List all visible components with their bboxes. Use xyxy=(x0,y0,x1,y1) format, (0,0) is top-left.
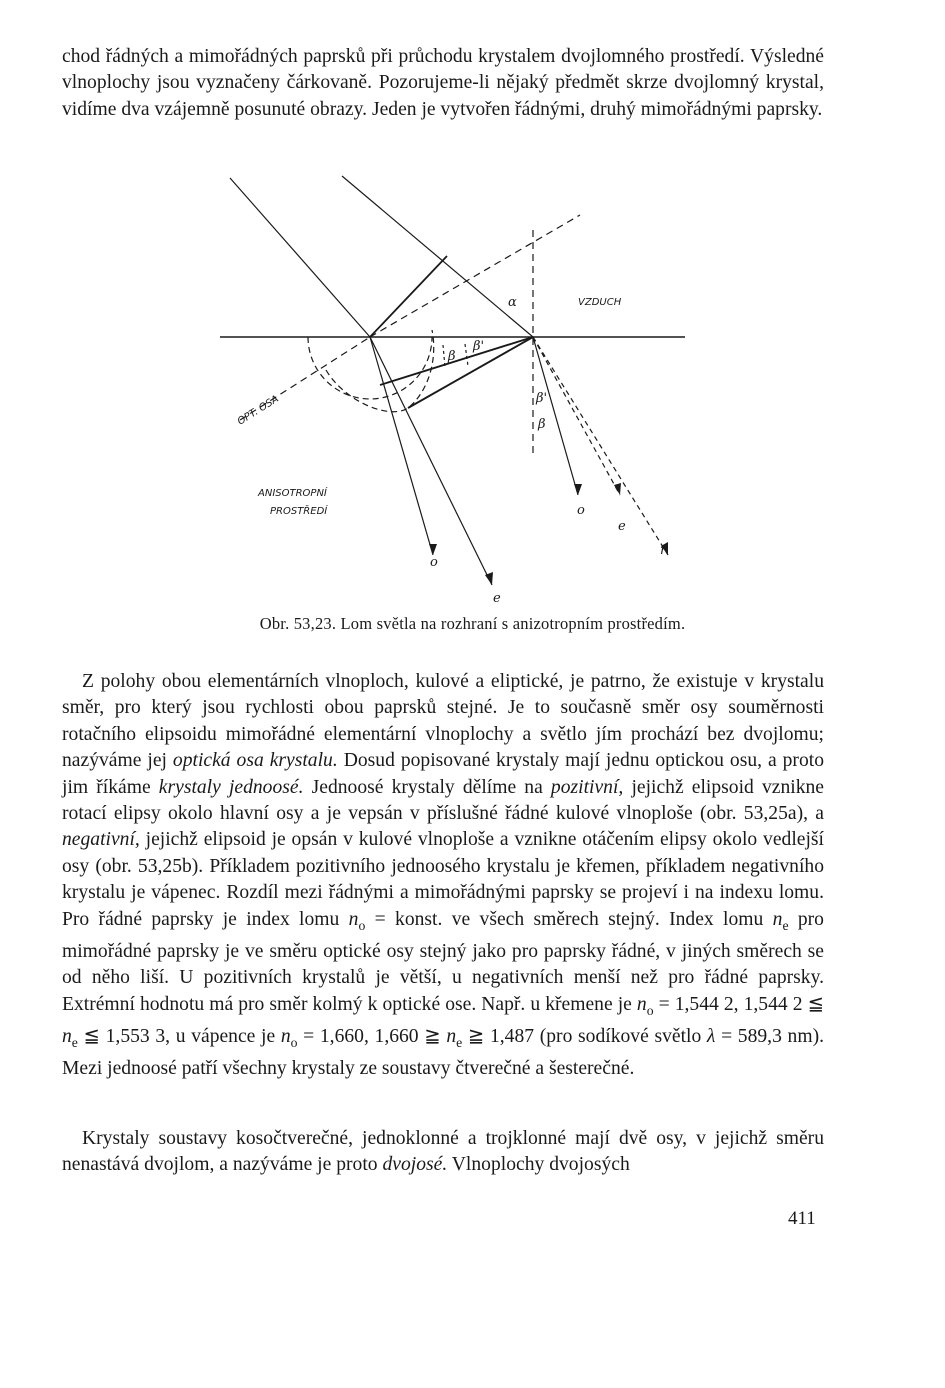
air-label: VZDUCH xyxy=(578,297,622,308)
medium-label-1: ANISOTROPNÍ xyxy=(258,488,327,499)
last-paragraph: Krystaly soustavy kosočtverečné, jednoklonné a trojklonné mají dvě osy, v jejichž směru nenastává dvojlom, a nazýváme je proto dvojosé. Vlnoplochy dvojosých xyxy=(62,1128,824,1176)
ray-o-left-label: o xyxy=(430,555,438,570)
optic-axis-label: OPT. OSA xyxy=(235,393,281,428)
wavefront-extension xyxy=(370,215,580,337)
arrowheads xyxy=(429,483,668,585)
refraction-figure xyxy=(200,170,710,610)
figure-caption: Obr. 53,23. Lom světla na rozhraní s anizotropním prostředím. xyxy=(259,614,686,633)
ordinary-wavelet xyxy=(308,337,432,399)
alpha-label: α xyxy=(508,295,517,310)
incident-ray-left xyxy=(230,178,370,337)
top-paragraph: chod řádných a mimořádných paprsků při průchodu krystalem dvojlomného prostředí. Výsledné vlnoplochy jsou vyznačeny čárkovaně. Pozorujeme-li nějaký předmět skrze dvojlomný krystal, vidíme dva vzájemně posunuté obrazy. Jeden je vytvořen řádnými, druhý mimořádnými paprsky. xyxy=(62,46,824,120)
ray-e-right-label: e xyxy=(618,519,626,534)
medium-label-2: PROSTŘEDÍ xyxy=(270,506,328,517)
ray-e-left-label: e xyxy=(493,591,501,606)
ray-o-right-label: o xyxy=(577,503,585,518)
ray-r-label: r xyxy=(660,543,667,558)
main-paragraph: Z polohy obou elementárních vlnoploch, kulové a eliptické, je patrno, že existuje v krystalu směr, pro který jsou rychlosti obou paprsků stejné. Je to současně směr osy souměrnosti rotačního elipsoidu mimořádné elementární vlnoplochy a světlo jím prochází bez dvojlomu; nazýváme jej optická osa krystalu. Dosud popisované krystaly mají jednu optickou osu, a proto jim říkáme krystaly jednoosé. Jednoosé krystaly dělíme na pozitivní, jejichž elipsoid vznikne rotací elipsy okolo hlavní osy a je vepsán v příslušné řádné kulové vlnoploše (obr. 53,25a), a negativní, jejichž elipsoid je opsán v kulové vlnoploše a vznikne otáčením elipsy okolo vedlejší osy (obr. 53,25b). Příkladem pozitivního jednoosého krystalu je křemen, příkladem negativního krystalu je vápenec. Rozdíl mezi řádnými a mimořádnými paprsky se projeví i na indexu lomu. Pro řádné paprsky je index lomu $n_o$ = konst. ve všech směrech stejný. Index lomu $n_e$ pro mimořádné paprsky je ve směru optické osy stejný jako pro paprsky řádné, v jiných směrech se od něho liší. U pozitivních krystalů je větší, u negativních menší než pro řádné paprsky. Extrémní hodnotu má pro směr kolmý k optické ose. Např. u křemene je $n_o = 1,544$ 2, 1,544 2 ≦ $n_e$ ≦ 1,553 3, u vápence je $n_o = 1,660$, 1,660 ≧ $n_e$ ≧ 1,487 (pro sodíkové světlo λ = 589,3 nm). Mezi jednoosé patří všechny krystaly ze soustavy čtverečné a šesterečné. xyxy=(62,671,825,1080)
beta-label-right: β xyxy=(538,417,546,432)
refracted-wavefront-o xyxy=(380,337,533,385)
incident-ray-right xyxy=(342,176,533,337)
incident-wavefront xyxy=(370,256,447,337)
beta-label-left: β xyxy=(448,349,456,364)
ray-r-right xyxy=(533,337,668,555)
beta-prime-label-left: β' xyxy=(473,339,485,354)
ray-o-right xyxy=(533,337,578,495)
beta-prime-label-right: β' xyxy=(536,391,548,406)
refracted-wavefront-e xyxy=(408,337,533,408)
ray-e-right xyxy=(533,337,620,495)
page-number: 411 xyxy=(788,1208,816,1229)
